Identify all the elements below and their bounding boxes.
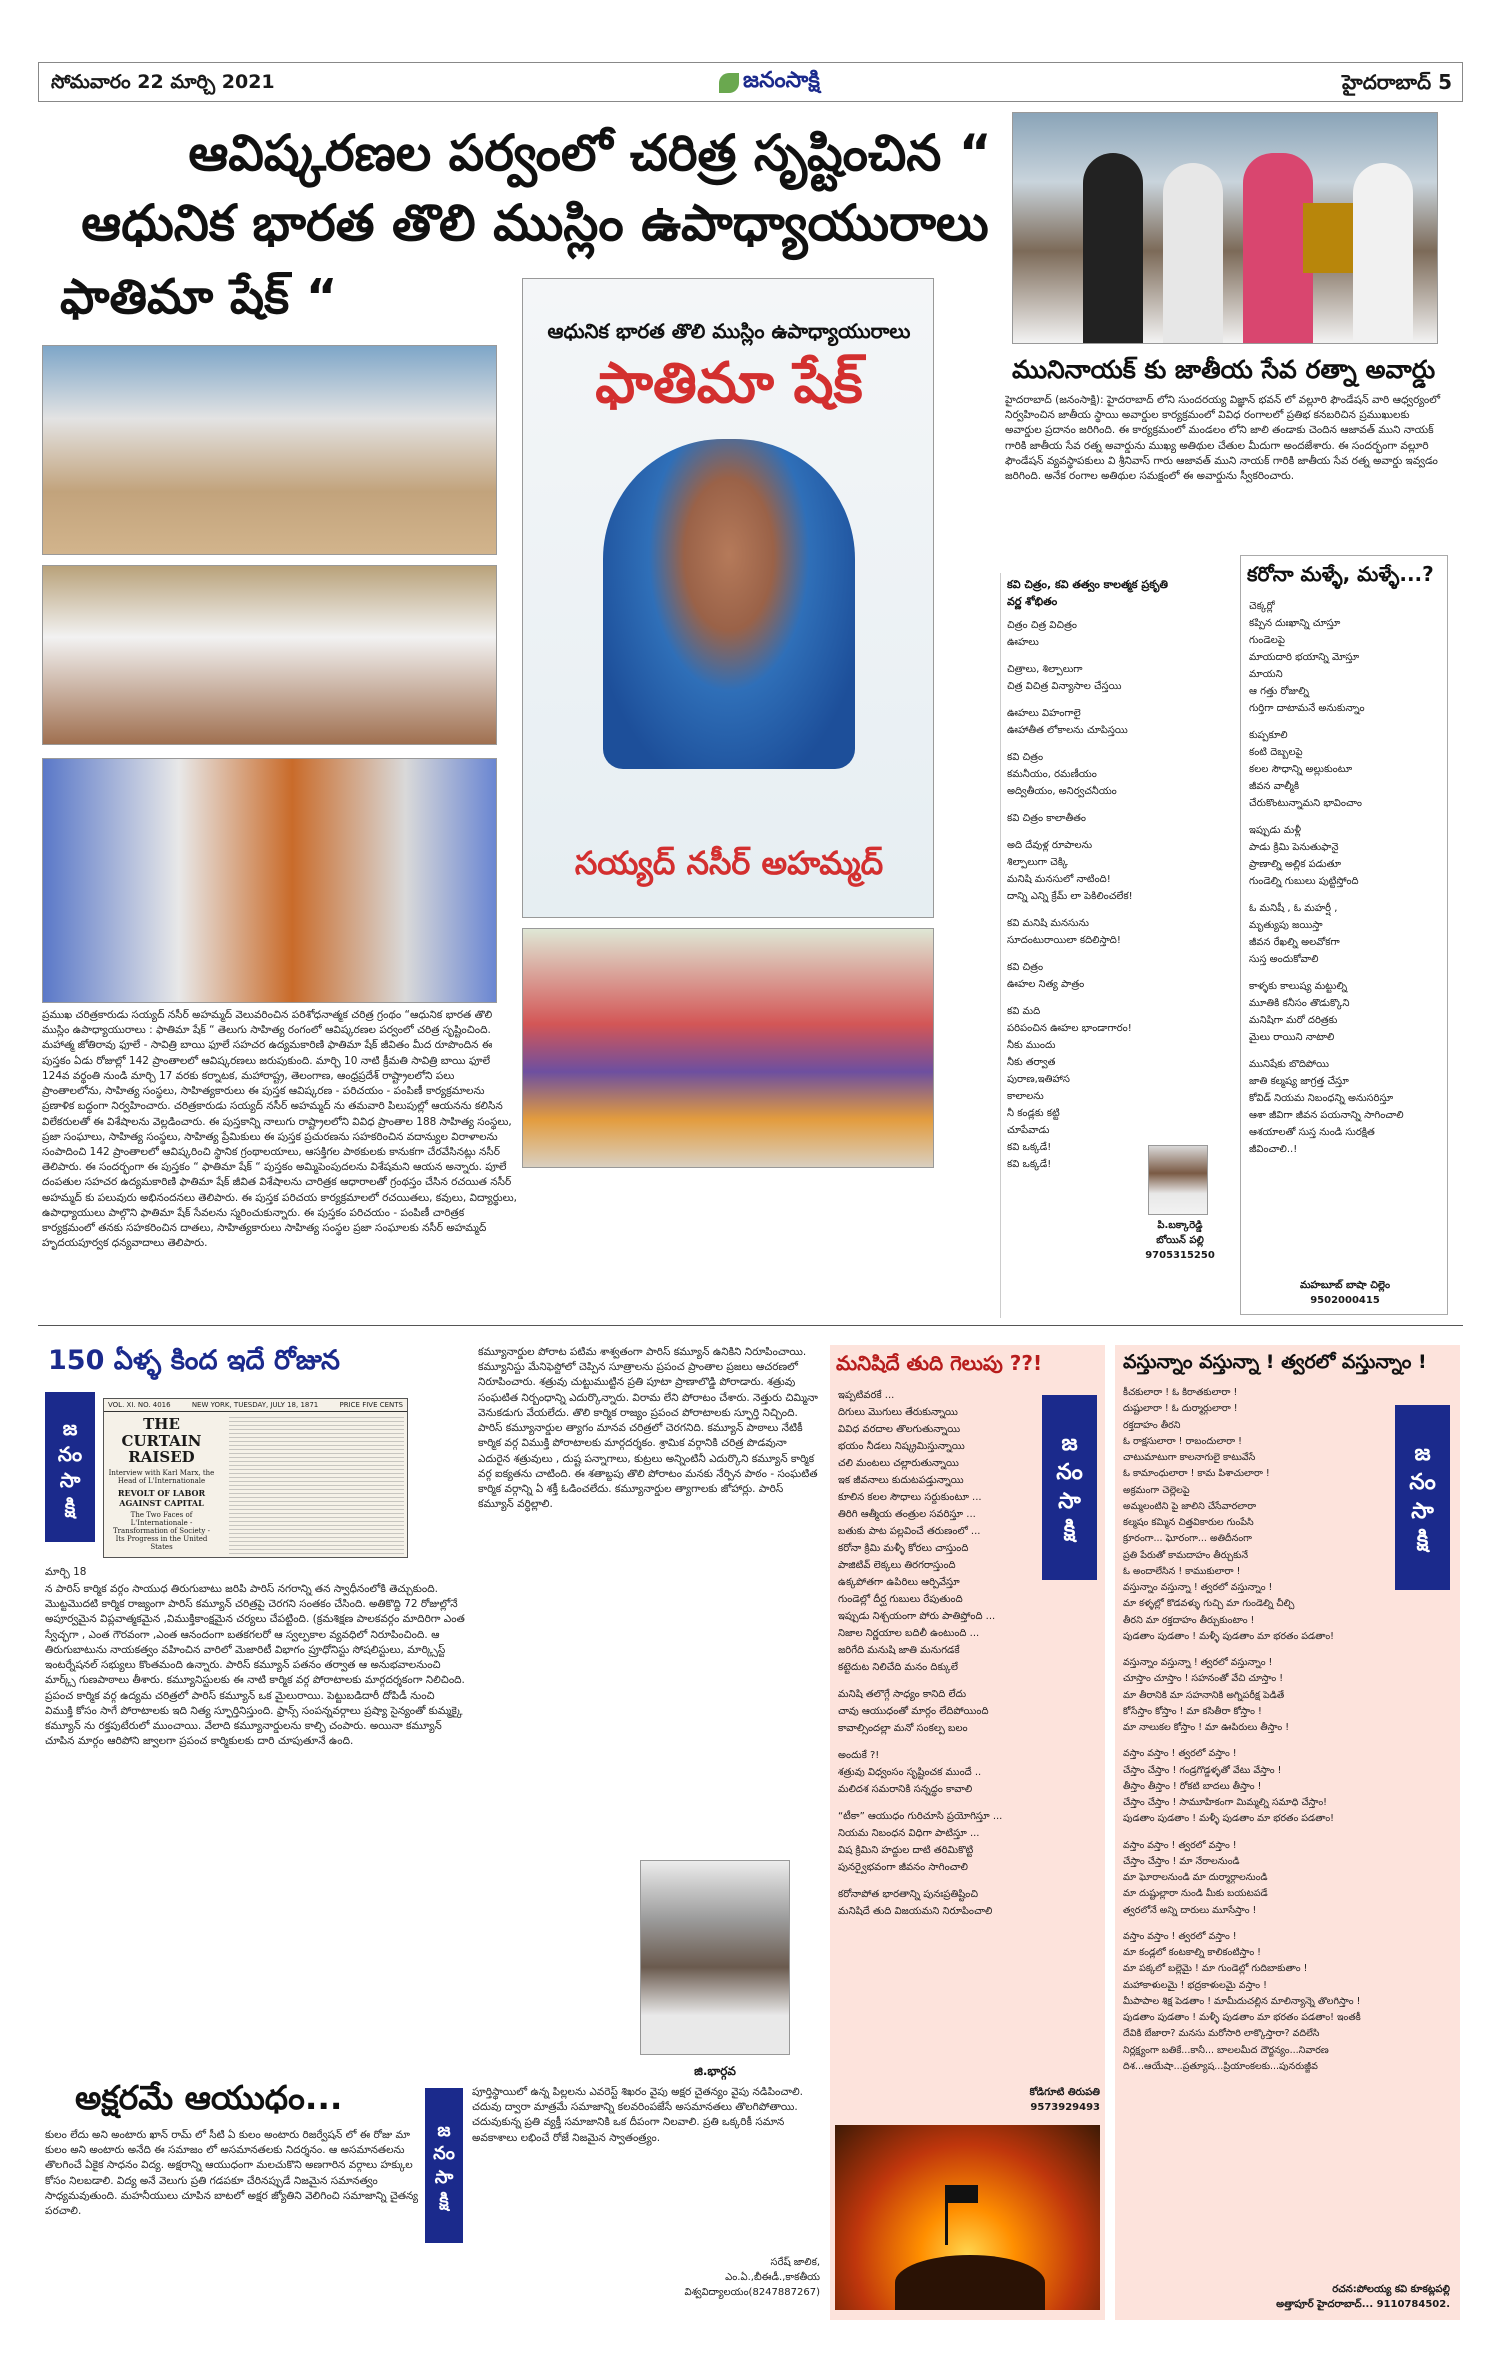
launch-photo-2 — [42, 565, 497, 745]
poem-line: చూపేవాడు — [1007, 1125, 1050, 1136]
poem-line: చిత్ర విచిత్ర విన్యాసాల చేస్తయి — [1007, 681, 1122, 692]
poem-kavi-title: కవి చిత్రం, కవి తత్వం కాలత్మక ప్రకృతి వర్ణ శోభితం — [1007, 578, 1168, 608]
coming-author-name: రచన:పోలయ్య కవి కూకట్లపల్లి — [1332, 2284, 1450, 2295]
poem-line: పుడతాం పుడతాం ! మళ్ళీ పుడతాం మా భరతం పడతాం! — [1123, 1813, 1334, 1825]
poem-line: పునర్వైభవంగా జీవనం సాగించాలి — [838, 1862, 968, 1873]
poem-line — [1249, 969, 1439, 977]
weapon-author-desig: ఎం.ఏ.,బీఈడీ.,కాకతీయ — [725, 2272, 820, 2283]
poem-line: నిర్లక్ష్యంగా బతికే...కానీ... బాలలమీద దౌర్జన్యం...నివారణ — [1123, 2044, 1329, 2056]
poem-line: కోసేస్తాం కోస్తాం ! మా కసితీరా కోస్తాం ! — [1123, 1705, 1262, 1717]
kavi-author-name: పి.బక్కారెడ్డి — [1157, 1220, 1203, 1231]
poem-line: చేస్తాం చేస్తాం ! సామూహికంగా మిమ్మల్ని సమాధి చేస్తాం! — [1123, 1797, 1327, 1808]
poem-line — [1007, 950, 1174, 958]
poem-line: మైలు రాయిని నాటాలి — [1249, 1032, 1335, 1043]
poem-line: ఓ రాక్షసులారా ! రాబందులారా ! — [1123, 1435, 1242, 1447]
poem-line: సూదంటురాయిలా కదిలిస్తాది! — [1007, 935, 1121, 946]
poem-line: కప్పిన దుఃఖాన్ని చూస్తూ — [1249, 618, 1341, 629]
poem-line: పాడు క్రిమి పెనుతుఫానై — [1249, 842, 1339, 853]
poem-line: గుండెలపై — [1249, 635, 1285, 646]
poem-line — [1007, 740, 1174, 748]
poem-line: మునిషేకు బొదిపోయి — [1249, 1059, 1329, 1070]
poem-line: మా తీరానికి మా సహనానికి అగ్నిపరీక్ష పెడితే — [1123, 1689, 1285, 1701]
poem-line: సుస్త అందుకోవాలి — [1249, 954, 1319, 965]
poem-line: దాన్ని ఎన్ని క్రేమ్ లా పెకిలించలేక! — [1007, 891, 1133, 902]
poem-line: ఇప్పటివరకే ... — [838, 1390, 895, 1401]
poem-line — [1123, 1829, 1447, 1837]
poem-line — [1007, 994, 1174, 1002]
corona-author-phone: 9502000415 — [1310, 1295, 1380, 1306]
np-sub1: Interview with Karl Marx, the Head of L'Internationale — [108, 1468, 215, 1485]
poem-line: ప్రతి పేరుతో కామదాహం తీర్చుకునే — [1123, 1549, 1248, 1561]
poem-line: ఇక జీవనాలు కుదుటపడ్తున్నాయి — [838, 1475, 964, 1486]
book-cover — [522, 278, 934, 918]
poem-line: శత్రువు విధ్వంసం సృష్టించక ముందే .. — [838, 1767, 982, 1778]
poem-line: కాళ్ళకు కాలుష్య మట్టుల్ని — [1249, 981, 1348, 992]
poem-line: అందుకే ?! — [838, 1750, 880, 1761]
poem-line: ఆ గత్తు రోజుల్ని — [1249, 686, 1309, 697]
poem-line: చేస్తాం చేస్తాం ! గండ్రగొడ్డళ్ళతో వేటు వేస్తాం ! — [1123, 1764, 1282, 1776]
header-page: హైదరాబాద్ 5 — [1342, 70, 1452, 94]
history-body: న పారిస్ కార్మిక వర్గం సాయుధ తిరుగుబాటు జరిపి పారిస్ నగరాన్ని తన స్వాధీనంలోకి తెచ్చుకుంది. మొట్టమొదటి కార్మిక రాజ్యంగా పారిస్ కమ్యూన్ చరిత్రపై చెరగని సంతకం చేసింది. అతికొద్ది 72 రోజుల్లోనే అపూర్వమైన విప్లవాత్మకమైన ,విముక్తికాంక్షమైన చర్యలు చేపట్టింది. (క్రమశిక్షణ పాలకవర్గం మాదిరిగా ఎంత స్వేచ్ఛగా , ఎంత గౌరవంగా ,ఎంత ఆనందంగా బతకగలరో ఆ స్వల్పకాల వ్యవధిలో నిరూపించింది. ఆ తిరుగుబాటును నాయకత్వం వహించిన వారిలో మెజారిటీ విభాగం ప్రూధోనిస్టు సోషలిస్టులు, మార్క్సిస్ట్ ఇంటర్నేషనల్ సభ్యులు కొంతమంది ఉన్నారు. పారిస్ కమ్యూన్ పతనం తర్వాత ఆ అనుభవాలనుంచి మార్క్స్ గుణపాఠాలు తీశారు. కమ్యూనిస్టులకు ఈ నాటి కార్మిక వర్గ పోరాటాలకు మార్గదర్శకంగా నిలిచింది. ప్రపంచ కార్మిక వర్గ ఉద్యమ చరిత్రలో పారిస్ కమ్యూన్ ఒక మైలురాయి. పెట్టుబడిదారీ దోపిడీ నుంచి విముక్తి కోసం సాగే పోరాటాలకు ఇది నిత్య స్ఫూర్తినిస్తుంది. ఫ్రాన్స్ సంపన్నవర్గాలు ప్రష్యా సైన్యంతో కుమ్మక్కై కమ్యూన్ ను రక్తపుటేరులో ముంచాయి. వేలాది కమ్యూనార్డులను కాల్చి చంపారు. అయినా కమ్యూన్ చూపిన మార్గం ఆరిపోని జ్వాలగా ప్రపంచ కార్మికులకు దారి చూపుతూనే ఉంది. — [45, 1583, 465, 1748]
np-vol: VOL. XI. NO. 4016 — [108, 1401, 171, 1409]
header-brand — [719, 68, 820, 98]
sunset-flag-illustration — [835, 2125, 1100, 2310]
poem-line: కరోనా క్రిమి మళ్ళీ కోరలు చాస్తుంది — [838, 1543, 969, 1554]
poem-line: శిల్పాలుగా చెక్కి — [1007, 857, 1068, 868]
poem-line: కవి ఒక్కడే! — [1007, 1142, 1052, 1153]
poem-line: వస్తున్నాం వస్తున్నా ! త్వరలో వస్తున్నాం ! — [1123, 1657, 1273, 1668]
book-author-text: సయ్యద్ నసీర్ అహమ్మద్ — [574, 844, 884, 882]
kavi-author-phone: 9705315250 — [1145, 1250, 1215, 1261]
poem-line: దేవికి బేజారా? మనసు మరోసారి లాక్కొస్తారా? వదిలేసి — [1123, 2028, 1320, 2040]
np-masthead: NEW YORK, TUESDAY, JULY 18, 1871 — [191, 1401, 319, 1409]
poem-line: పాజిటివ్ లెక్కలు తిరగరాస్తుంది — [838, 1560, 956, 1571]
poem-line: మా ఘోరాలనుండి మా దుర్మార్గాలనుండి — [1123, 1872, 1268, 1883]
poem-line: చెక్కర్లో — [1249, 601, 1275, 612]
main-headline-1: ఆవిష్కరణల పర్వంలో చరిత్ర సృష్టించిన “ — [188, 124, 992, 182]
poem-line: మలిదశ సమరానికి సన్నద్ధం కావాలి — [838, 1784, 973, 1795]
poem-line — [1007, 801, 1174, 809]
poem-line: నీకు తర్వాత — [1007, 1057, 1056, 1068]
poem-line: మృత్యుపు జయిస్తా — [1249, 920, 1323, 931]
manishi-title: మనిషిదే తుది గెలుపు ??! — [836, 1351, 1043, 1375]
np-sub3: The Two Faces of L'Internationale - Transformation of Society - Its Progress in the United States — [113, 1510, 210, 1551]
poem-line: మా దుష్టుల్లారా నుండి మీకు బయటపడే — [1123, 1888, 1268, 1900]
poem-line — [1123, 1737, 1447, 1745]
manishi-author-name: కోడిగూటి తిరుపతి — [1029, 2087, 1100, 2098]
poem-line: కాలాలను — [1007, 1091, 1044, 1102]
poem-line: అక్రమంగా చెల్లెలపై — [1123, 1484, 1190, 1496]
poem-line: ఆశా జీవిగా జీవన పయనాన్ని సాగించాలి — [1249, 1110, 1404, 1121]
poem-line: ఓ కామాంధులారా ! కామ పిశాచులారా ! — [1123, 1468, 1270, 1480]
manishi-box — [830, 1345, 1105, 2320]
launch-photo-1 — [42, 345, 497, 555]
poem-line: మా కళ్ళల్లో కొడవళ్ళు గుచ్చి మా గుండెల్ని చీల్చి — [1123, 1598, 1295, 1610]
poem-line: గుండెల్ని గుబులు పుట్టిస్తోంది — [1249, 876, 1359, 887]
poem-line: కలల సౌధాన్ని అల్లుకుంటూ — [1249, 764, 1353, 775]
poem-line: దిగులు మొగులు తేరుకున్నాయి — [838, 1407, 958, 1418]
poem-line: కుప్పకూలి — [1249, 730, 1288, 741]
history-vertical-badge: జ నం సా క్షి — [45, 1392, 95, 1542]
poem-line: కంటి దెబ్బలపై — [1249, 747, 1303, 758]
history-author-photo — [640, 1860, 790, 2055]
header-date: సోమవారం 22 మార్చి 2021 — [51, 71, 275, 93]
history-date-line: మార్చి 18 — [45, 1566, 87, 1578]
poem-line: త్వరలోనే అన్ని దారులు మూసేస్తాం ! — [1123, 1904, 1257, 1916]
weapon-vertical-badge: జ నం సా క్షి — [425, 2088, 463, 2243]
poem-line: ఇప్పుడు మళ్లీ — [1249, 825, 1301, 836]
poem-line: దిశ...ఆయేషా...ప్రత్యూష...ప్రియాంకలకు...పునరుజ్జీవ — [1123, 2060, 1318, 2072]
poem-line: మాయదారి భయాన్ని మోస్తూ — [1249, 652, 1360, 663]
poem-line: రక్తదాహం తీరని — [1123, 1419, 1181, 1431]
main-headline-2: ఆధునిక భారత తొలి ముస్లిం ఉపాధ్యాయురాలు — [81, 194, 989, 252]
poem-line: మనిషి మనసులో నాటింది! — [1007, 874, 1111, 885]
poem-line: కట్టెదుట నిలిచేది మనం దిక్కులే — [838, 1662, 958, 1673]
weapon-body: కులం లేదు అని అంటారు ఖాన్ రామ్ లో సీటి ఏ కులం అంటారు రిజర్వేషన్ లో ఈ రోజు మా కులం అని అంటారు అనేది ఈ సమాజం లో అసమానతలకు నిదర్శనం. ఆ అసమానతలను తొలగించే ఏకైక సాధనం విద్య. అక్షరాన్ని ఆయుధంగా మలచుకొని అణగారిన వర్గాలు హక్కుల కోసం నిలబడాలి. విద్య అనే వెలుగు ప్రతి గడపకూ చేరినప్పుడే నిజమైన సమానత్వం సాధ్యమవుతుంది. మహనీయులు చూపిన బాటలో అక్షర జ్యోతిని వెలిగించి సమాజాన్ని చైతన్య పరచాలి. — [45, 2129, 419, 2218]
poem-line: జీవించాలి..! — [1249, 1144, 1298, 1155]
poem-line: నీ కండ్లకు కట్టి — [1007, 1108, 1060, 1119]
poem-line: గుర్తిగా దాటామనే అనుకున్నాం — [1249, 703, 1365, 714]
poem-line — [1007, 828, 1174, 836]
poem-corona-box — [1240, 555, 1448, 1315]
poem-line: పరిపంచిన ఊహల భాండాగారం! — [1007, 1023, 1132, 1034]
page-header — [38, 62, 1463, 102]
book-portrait — [603, 439, 855, 769]
poem-line: అమ్మలంటిని పై జాలిని చేసేవారలారా — [1123, 1500, 1257, 1512]
poem-line: కవి చిత్రం — [1007, 752, 1044, 763]
poem-line — [838, 1877, 1032, 1885]
award-title: మునినాయక్ కు జాతీయ సేవ రత్నా అవార్డు — [1012, 355, 1436, 384]
poem-line: మనిషి తలొగ్గే సాధ్యం కానిది లేదు — [838, 1689, 967, 1700]
poem-line: మా నాలుకల కోస్తాం ! మా ఊపిరులు తీస్తాం ! — [1123, 1722, 1290, 1733]
kavi-author-place: బోయిన్ పల్లి — [1156, 1235, 1204, 1246]
coming-title: వస్తున్నాం వస్తున్నా ! త్వరలో వస్తున్నాం ! — [1123, 1351, 1427, 1373]
poem-line — [1007, 906, 1174, 914]
poem-line: గుండెల్లో దీర్ఘ గుబులు రేపుతుంది — [838, 1594, 963, 1605]
book-top-text: ఆధునిక భారత తొలి ముస్లిం ఉపాధ్యాయురాలు — [547, 319, 911, 343]
poem-line: చిత్రాలు, శిల్పాలుగా — [1007, 664, 1083, 675]
poem-line: అది దేవుళ్ల రూపాలను — [1007, 840, 1093, 851]
poem-line: వస్తాం వస్తాం ! త్వరలో వస్తాం ! — [1123, 1839, 1237, 1851]
poem-line: చిత్రం చిత్ర విచిత్రం — [1007, 620, 1077, 631]
poem-line: మహాకాళులమై ! భద్రకాళులమై వస్తాం ! — [1123, 1979, 1267, 1991]
poem-line: చాటుమాటుగా కాలనాగులై కాటువేసే — [1123, 1452, 1256, 1463]
poem-line: జీవన వాల్మీకి — [1249, 781, 1300, 792]
poem-line — [1249, 813, 1439, 821]
poem-line — [1249, 1047, 1439, 1055]
poem-line — [1007, 652, 1174, 660]
np-headline: THE CURTAIN RAISED — [121, 1415, 202, 1466]
poem-line: పురాణ,ఇతిహాస — [1007, 1074, 1070, 1085]
launch-photo-3 — [42, 758, 497, 1003]
poem-line — [1249, 891, 1439, 899]
poem-line: చేరుకొంటున్నామని భావించాం — [1249, 798, 1362, 809]
weapon-author-univ: విశ్వవిద్యాలయం(8247887267) — [684, 2287, 820, 2298]
poem-corona-lines — [1241, 597, 1447, 1161]
manishi-author-phone: 9573929493 — [1030, 2102, 1100, 2113]
poem-kavi-lines — [1001, 614, 1180, 1178]
poem-line: వివిధ వరదాల తొలగుతున్నాయి — [838, 1424, 961, 1435]
poem-line: ఓ మనిషీ , ఓ మహర్షీ , — [1249, 903, 1338, 914]
kavi-author-photo — [1148, 1145, 1208, 1215]
poem-line: పుడతాం పుడతాం ! మళ్ళీ పుడతాం మా భరతం పడతాం! ఇంతకీ — [1123, 2012, 1361, 2023]
poem-line: కూలిన కలల సౌధాలు సర్దుకుంటూ ... — [838, 1492, 982, 1503]
poem-line: జాతి కల్మష్య జాగ్రత్త చేస్తూ — [1249, 1076, 1349, 1087]
corona-author-name: మహబూబ్ బాషా చిల్లెం — [1299, 1280, 1391, 1291]
coming-author — [1170, 2282, 1450, 2312]
poem-line: కవి చిత్రం — [1007, 962, 1044, 973]
poem-line: కరోనాపోత భారతాన్ని పునఃప్రతిష్టించి — [838, 1889, 979, 1900]
poem-line: కవి మది — [1007, 1006, 1041, 1017]
np-price: PRICE FIVE CENTS — [339, 1401, 403, 1409]
poem-line: జీవన రేఖల్ని అలవోకగా — [1249, 937, 1340, 948]
poem-line: ఇప్పుడు నిశ్చయంగా పోరు పాతిప్తోంది ... — [838, 1611, 996, 1622]
poem-line: భయం నీడలు నిష్క్రమిస్తున్నాయి — [838, 1441, 965, 1452]
brand-leaf-icon — [719, 73, 739, 93]
kavi-author — [1130, 1218, 1230, 1263]
poem-line: తిరిగి ఆత్మీయ తంత్రుల సవరిస్తూ ... — [838, 1509, 976, 1520]
poem-line — [1123, 1920, 1447, 1928]
history-title: 150 ఏళ్ళ కింద ఇదే రోజున — [48, 1345, 340, 1376]
poem-line: మాయని — [1249, 669, 1283, 680]
poem-line: నిజాల నిర్ణయాల బదిలీ ఉంటుంది ... — [838, 1628, 980, 1639]
poem-line: దుష్టులారా ! ఓ దుర్మార్గులారా ! — [1123, 1403, 1238, 1415]
poem-line: కీచకులారా ! ఓ కిరాతకులారా ! — [1123, 1387, 1238, 1398]
poem-line: ప్రాణాల్ని అల్లిక పడుతూ — [1249, 859, 1342, 870]
manishi-vertical-badge: జ నం సా క్షి — [1042, 1395, 1097, 1580]
poem-line: క్రూరంగా... ఘోరంగా... అతిదీనంగా — [1123, 1533, 1252, 1545]
poem-line — [1007, 696, 1174, 704]
poem-line: మూతికి కనీసం తొడుక్కొని — [1249, 998, 1350, 1009]
poem-line: ఊహల నిత్య పాత్రం — [1007, 979, 1085, 990]
main-body: ప్రముఖ చరిత్రకారుడు సయ్యద్ నసీర్ అహమ్మద్ వెలువరించిన పరిశోధనాత్మక చరిత్ర గ్రంథం “ఆధునిక భారత తొలి ముస్లిం ఉపాధ్యాయురాలు : ఫాతిమా షేక్ “ తెలుగు సాహిత్య రంగంలో ఆవిష్కరణల పర్వంలో చరిత్ర సృష్టించింది. మహాత్మ జోతిరావు ఫూలే - సావిత్రి బాయి ఫూలే సహచర ఉద్యమకారిణి ఫాతిమా షేక్ జీవితం మీద రూపొందిన ఈ పుస్తకం ఏడు రోజుల్లో 142 ప్రాంతాలలో ఆవిష్కరణలు జరుపుకుంది. మార్చి 10 నాటి క్రీమతి సావిత్రి బాయి ఫూలే 124వ వర్థంతి నుండి మార్చి 17 వరకు కర్నాటక, మహారాష్ట్ర, తెలంగాణ, ఆంధ్రప్రదేశ్ రాష్ట్రాలలోని పలు ప్రాంతాలలోను, సాహిత్య సంస్థలు, సాహిత్యకారులు ఈ పుస్తక ఆవిష్కరణ - పరిచయం - పంపిణీ కార్యక్రమాలను ప్రణాళిక బద్ధంగా నిర్వహించారు. చరిత్రకారుడు సయ్యద్ నసీర్ అహమ్మద్ ను తమవారి పిలుపుల్లో ఆయనను కలిసిన విలేకరులతో ఈ విశేషాలను వెల్లడించారు. ఈ పుస్తకాన్ని నాలుగు రాష్ట్రాలలోని వివిధ ప్రాంతాల 188 సాహిత్య సంస్థలు, ప్రజా సంఘాలు, సాహిత్య సంస్థలు, సాహిత్య ప్రేమికులు ఈ పుస్తక ప్రచురణను సహకరించిన వదాన్యుల విరాళాలను సంపాదించి 142 ప్రాంతాలలో ఆవిష్కరించి స్థానిక గ్రంథాలయాలు, ఆసక్తిగల పాఠకులకు కానుకగా చేరవేసినట్లు నసీర్ తెలిపారు. ఈ సందర్భంగా ఈ పుస్తకం “ ఫాతిమా షేక్ “ పుస్తకం అమ్మిపెంపుదలను విశేషమని ఆయన అన్నారు. పూలే దంపతుల సహచర ఉద్యమకారిణి ఫాతిమా షేక్ జీవిత విశేషాలను చారిత్రక ఆధారాలతో గ్రంథస్తం చేసిన రచయిత నసీర్ అహమ్మద్ కు పలువురు అభినందనలు తెలిపారు. ఈ పుస్తక పరిచయ కార్యక్రమాలలో రచయితలు, కవులు, విద్యార్థులు, ఉపాధ్యాయులు పాల్గొని ఫాతిమా షేక్ సేవలను స్మరించుకున్నారు. ఈ పుస్తకం పరిచయం - పంపిణీ చారిత్రక కార్యక్రమంలో తనకు సహకరించిన దాతలు, సాహిత్యకారులు సాహిత్య సంస్థల ప్రజా సంఘాలకు నసీర్ అహమ్మద్ హృదయపూర్వక ధన్యవాదాలు తెలిపారు. — [42, 1009, 517, 1250]
coming-author-phone: 9110784502. — [1376, 2299, 1450, 2310]
poem-corona-title: కరోనా మళ్ళే, మళ్ళే...? — [1247, 562, 1434, 586]
poem-line: పుడతాం పుడతాం ! మళ్ళీ పుడతాం మా భరతం పడతాం! — [1123, 1630, 1334, 1642]
poem-line: కల్మషం కమ్మిన చిత్తవికారుల గుంపేసి — [1123, 1517, 1254, 1528]
poem-line: ఊహలు — [1007, 637, 1039, 648]
poem-line: వస్తాం వస్తాం ! త్వరలో వస్తాం ! — [1123, 1748, 1237, 1760]
coming-box — [1115, 1345, 1460, 2320]
poem-line: ఉక్కపోతగా ఉపిరిలు ఆర్పివేస్తూ — [838, 1577, 960, 1588]
award-body: హైదరాబాద్ (జనంసాక్షి): హైదరాబాద్ లోని సుందరయ్య విజ్ఞాన్ భవన్ లో వల్లూరి ఫౌండేషన్ వారి ఆధ్వర్యంలో నిర్వహించిన జాతీయ స్థాయి అవార్డుల కార్యక్రమంలో వివిధ రంగాలలో ప్రతిభ కనబరిచిన ప్రముఖులకు అవార్డుల ప్రదానం జరిగింది. ఈ కార్యక్రమంలో మండలం లోని జాలి తండాకు చెందిన ఆజావత్ ముని నాయక్ గారికి జాతీయ సేవ రత్న అవార్డును ముఖ్య అతిథుల చేతుల మీదుగా అందజేశారు. ఈ సందర్భంగా వల్లూరి ఫౌండేషన్ వ్యవస్థాపకులు వి శ్రీనివాస్ గారు ఆజావత్ ముని నాయక్ గారికి జాతీయ సేవ రత్న అవార్డు ఇవ్వడం జరిగింది. అనేక రంగాల అతిథుల సమక్షంలో ఈ అవార్డును స్వీకరించారు. — [1005, 394, 1441, 483]
poem-line: కమనీయం, రమణీయం — [1007, 769, 1097, 780]
poem-line: చూస్తాం చూస్తాం ! సహనంతో వేచి చూస్తాం ! — [1123, 1673, 1284, 1685]
brand-name: జనంసాక్షి — [743, 68, 820, 93]
weapon-col2: పూర్తిస్థాయిలో ఉన్న పిల్లలను ఎవరెస్ట్ శిఖరం వైపు అక్షర చైతన్యం వైపు నడిపించాలి. చదువు ద్వారా మాత్రమే సమాజాన్ని కలవరింపజేసే అసమానతలు తొలగిపోతాయి. చదువుకున్న ప్రతి వ్యక్తీ సమాజానికి ఒక దీపంగా నిలవాలి. ప్రతి ఒక్కరికీ సమాన అవకాశాలు లభించే రోజే నిజమైన స్వాతంత్ర్యం. — [472, 2086, 803, 2144]
manishi-author — [940, 2085, 1100, 2115]
history-col2: కమ్యూనార్డుల పోరాట పటిమ శాశ్వతంగా పారిస్ కమ్యూన్ ఉనికిని నిరూపించాయి. కమ్యూనిస్టు మేనిఫెస్టోలో చెప్పిన సూత్రాలను ప్రపంచ ప్రాంతాల ప్రజలు ఆచరణలో నిరూపించారు. శత్రువు చుట్టుముట్టిన ప్రతి పూటా ప్రాణాలొడ్డి పోరాడారు. శత్రువు సంఘటిత నిర్బంధాన్ని ఎదుర్కొన్నారు. విరామ లేని పోరాటం చేశారు. నెత్తురు చిమ్మినా వెనుకడుగు వేయలేదు. తొలి కార్మిక రాజ్యం ప్రపంచ పోరాటాలకు స్ఫూర్తి నిచ్చింది. పారిస్ కమ్యూనార్డుల త్యాగం మానవ చరిత్రలో చెరగనిది. కమ్యూన్ పాఠాలు నేటికీ కార్మిక వర్గ విముక్తి పోరాటాలకు మార్గదర్శకం. శ్రామిక వర్గానికి చరిత్ర పొడవునా ఎదురైన శత్రువులు , దుష్ట పన్నాగాలు, కుట్రలు అన్నింటినీ ఎదుర్కొని కమ్యూన్ కార్మిక వర్గ ఐక్యతను చాటింది. ఈ శతాబ్దపు తొలి పోరాటం మనకు నేర్పిన పాఠం - సంఘటిత కార్మిక వర్గాన్ని ఏ శక్తీ ఓడించలేదు. కమ్యూనార్డుల త్యాగాలకు జోహార్లు. పారిస్ కమ్యూన్ వర్ధిల్లాలి. — [478, 1346, 818, 1511]
poem-line: చలి మంటలు చల్లారుతున్నాయి — [838, 1458, 959, 1469]
weapon-author — [640, 2255, 820, 2300]
np-sub2: REVOLT OF LABOR AGAINST CAPITAL — [117, 1487, 206, 1508]
poem-line: వస్తాం వస్తాం ! త్వరలో వస్తాం ! — [1123, 1930, 1237, 1942]
award-photo — [1012, 112, 1438, 344]
poem-line: వస్తున్నాం వస్తున్నా ! త్వరలో వస్తున్నాం ! — [1123, 1582, 1273, 1593]
poem-line: చేస్తాం చేస్తాం ! మా నేరాలనుండి — [1123, 1855, 1240, 1867]
history-author-name: జి.భార్గవ — [694, 2064, 736, 2078]
divider — [38, 1325, 1463, 1326]
weapon-author-name: సరేష్ జాలిక, — [770, 2257, 820, 2268]
book-title-text: ఫాతిమా షేక్ — [595, 351, 863, 416]
poem-line — [838, 1738, 1032, 1746]
poem-line — [1249, 718, 1439, 726]
poem-line: కవి మనిషి మనసును — [1007, 918, 1089, 929]
manishi-lines — [830, 1386, 1040, 1923]
poem-line: నియమ నిబంధన విధిగా పాటిస్తూ ... — [838, 1828, 980, 1839]
poem-line: కావాల్సిందల్లా మనో సంకల్ప బలం — [838, 1723, 968, 1734]
poem-line: మా కండ్లలో కంటకాల్ని కాలికంటిస్తాం ! — [1123, 1947, 1261, 1958]
poem-line: తీరని మా రక్తదాహం తీర్చుకుంటాం ! — [1123, 1614, 1255, 1626]
poem-line: “టీకా” ఆయుధం గురిచూసి ప్రయోగిస్తూ ... — [838, 1811, 1003, 1822]
poem-line: బతుకు పాట పల్లవించే తరుణంలో ... — [838, 1526, 981, 1537]
main-headline-3: ఫాతిమా షేక్ “ — [60, 269, 338, 325]
poem-line: మా పక్కలో బల్లెమై ! మా గుండెల్లో గుదిబాకుతాం ! — [1123, 1963, 1308, 1975]
poem-line: కవి ఒక్కడే! — [1007, 1159, 1052, 1170]
poem-line: అద్వితీయం, అనిర్వచనీయం — [1007, 786, 1117, 797]
weapon-title: అక్షరమే ఆయుధం... — [75, 2078, 343, 2117]
poem-line — [838, 1677, 1032, 1685]
poem-line: ఆశయాలతో సుస్త నుండి సురక్షిత — [1249, 1127, 1375, 1138]
newspaper-clip — [103, 1398, 408, 1558]
poem-line — [1123, 1646, 1447, 1654]
women-group-photo — [522, 928, 934, 1168]
corona-author — [1241, 1278, 1449, 1308]
poem-line: కవి చిత్రం కాలాతీతం — [1007, 813, 1087, 824]
poem-line: విష క్రిమిని హద్దుల దాటి తరిమికొట్టి — [838, 1845, 974, 1856]
poem-line: తీస్తాం తీస్తాం ! రోకటి బాదలు తీస్తాం ! — [1123, 1780, 1262, 1792]
poem-line: మనిషిగా మరో దరిత్రకు — [1249, 1015, 1338, 1026]
poem-line: ఊహలు విహంగాలై — [1007, 708, 1081, 719]
poem-line: మీపాపాల శిక్ష పెడతాం ! మామీదుచల్లిన మాలిన్యాన్నె తొలగిస్తాం ! — [1123, 1995, 1361, 2007]
poem-line — [838, 1799, 1032, 1807]
poem-line: మనిషిదే తుది విజయమని నిరూపించాలి — [838, 1906, 993, 1917]
poem-line: నీకు ముందు — [1007, 1040, 1056, 1051]
coming-author-place: అత్తాపూర్ హైదరాబాద్... — [1276, 2299, 1374, 2310]
poem-line: చావు ఆయుధంతో మార్గం లేదిపోయింది — [838, 1706, 989, 1717]
poem-line: ఓ అందాలేసిన ! కాముకులారా ! — [1123, 1565, 1241, 1577]
poem-line: జరిగేది మనుషి జాతి మనుగడకే — [838, 1645, 960, 1656]
poem-line: కోవిడ్ నియమ నిబంధన్ని అనుసరిస్తూ — [1249, 1093, 1394, 1104]
poem-line: ఊహాతీత లోకాలను చూపిస్తయి — [1007, 725, 1128, 736]
coming-vertical-badge: జ నం సా క్షి — [1395, 1405, 1450, 1590]
